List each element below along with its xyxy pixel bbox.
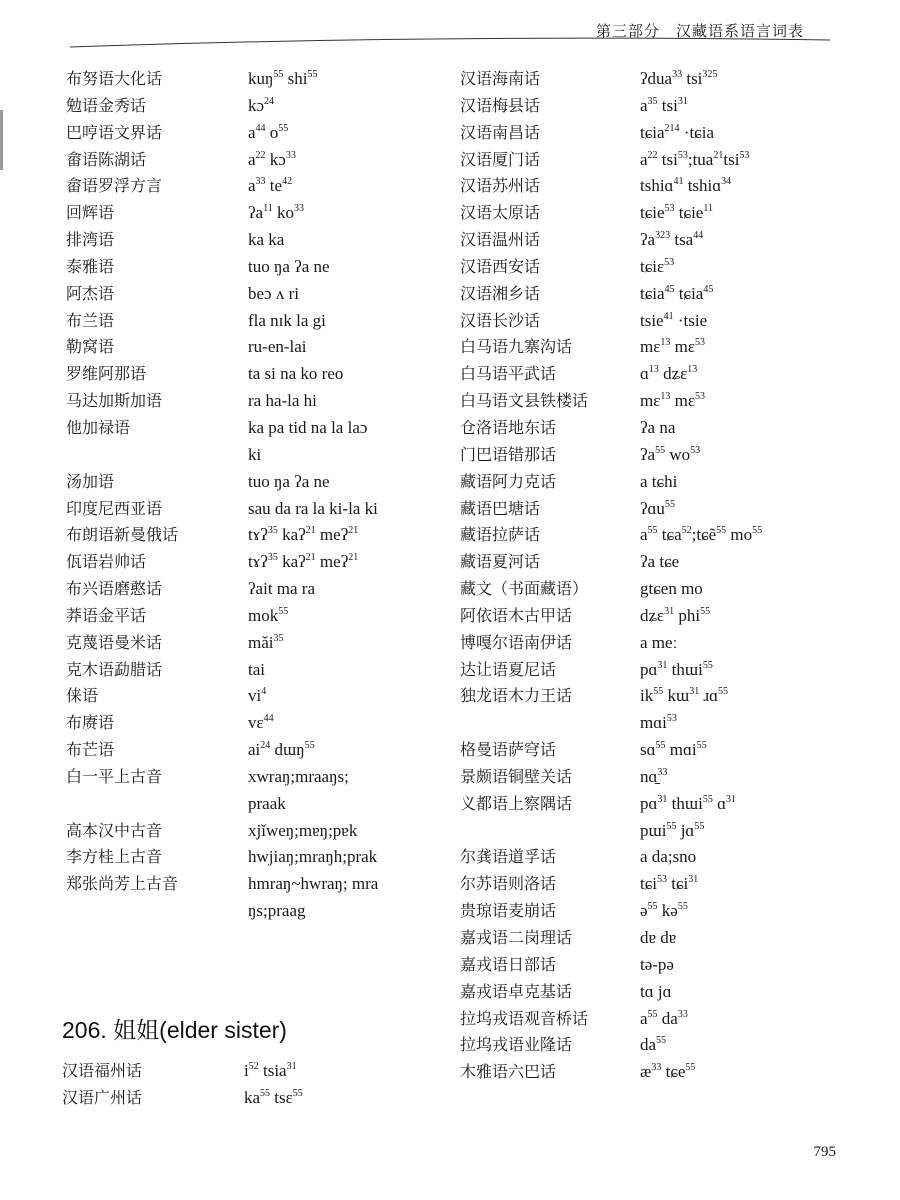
pronunciation: sɑ$^{55}$ mɑi$^{55}$ — [640, 740, 707, 760]
pronunciation: mok$^{55}$ — [248, 605, 289, 625]
language-name: 白一平上古音 — [66, 766, 163, 786]
pronunciation: tɕia$^{45}$ tɕia$^{45}$ — [640, 283, 714, 303]
pronunciation: kuŋ$^{55}$ shi$^{55}$ — [248, 69, 318, 88]
language-name: 藏语夏河话 — [460, 552, 541, 572]
language-name: 布兴语磨憨话 — [66, 579, 163, 599]
pronunciation: tɕi$^{53}$ tɕi$^{31}$ — [640, 874, 699, 894]
language-name: 布兰语 — [66, 310, 115, 330]
pronunciation: tɕie$^{53}$ tɕie$^{11}$ — [640, 203, 713, 223]
pronunciation: a tɕhi — [640, 471, 678, 491]
language-name: 白马语文县铁楼话 — [460, 391, 589, 411]
language-name: 高本汉中古音 — [66, 820, 163, 840]
pronunciation: a meː — [640, 632, 678, 652]
language-name: 马达加斯加语 — [66, 391, 163, 411]
pronunciation: ɑ$^{13}$ dʑɛ$^{13}$ — [640, 364, 698, 384]
language-name: 郑张尚芳上古音 — [66, 874, 179, 894]
language-name: 景颇语铜壁关话 — [460, 766, 573, 786]
language-name: 畲语罗浮方言 — [66, 176, 163, 196]
pronunciation: tə-pə — [640, 954, 674, 974]
pronunciation: tɤʔ$^{35}$ kaʔ$^{21}$ meʔ$^{21}$ — [248, 525, 359, 545]
pronunciation: nɑ̱$^{33}$ — [640, 766, 668, 786]
pronunciation: ru-en-lai — [248, 337, 307, 357]
language-name: 汉语苏州话 — [460, 176, 541, 196]
pronunciation: ta si na ko reo — [248, 364, 344, 384]
pronunciation: tsie$^{41}$ ·tsie — [640, 310, 708, 330]
language-name: 汉语厦门话 — [460, 149, 541, 169]
language-name: 义都语上察隅话 — [460, 793, 573, 813]
language-name: 汉语海南话 — [460, 69, 541, 88]
pronunciation: dɐ dɐ — [640, 928, 677, 947]
pronunciation: gtɕen mo — [640, 579, 703, 599]
language-name: 克木语勐腊话 — [66, 659, 163, 679]
language-name: 拉坞戎语业隆话 — [460, 1035, 573, 1055]
pronunciation: xwraŋ;mraaŋs; — [248, 766, 349, 786]
pronunciation: kɔ$^{24}$ — [248, 95, 275, 115]
language-name: 格曼语萨穹话 — [460, 740, 557, 760]
pronunciation: $a^{44}$ $o^{55}$ — [248, 122, 289, 142]
language-name: 佤语岩帅话 — [66, 552, 147, 572]
pronunciation: ʔa$^{323}$ tsa$^{44}$ — [640, 230, 704, 250]
pronunciation: fla nɪk la gi — [248, 310, 326, 330]
language-name: 汉语南昌话 — [460, 122, 541, 142]
language-name: 排湾语 — [66, 230, 115, 250]
language-name: 回辉语 — [66, 203, 115, 223]
pronunciation: ŋs;praag — [248, 901, 306, 921]
language-name: 木雅语六巴话 — [460, 1062, 557, 1082]
language-name: 克蔑语曼米话 — [66, 632, 163, 652]
pronunciation: tɑ jɑ — [640, 981, 672, 1001]
language-name: 仓洛语地东话 — [460, 417, 557, 437]
language-name: 白马语平武话 — [460, 364, 557, 384]
pronunciation: ʔa na — [640, 417, 676, 437]
language-name: 尔龚语道孚话 — [460, 847, 557, 867]
pronunciation: $ai^{24}$ dɯŋ$^{55}$ — [248, 740, 315, 760]
language-name: 汉语湘乡话 — [460, 283, 541, 303]
language-name: 汉语福州话 — [62, 1061, 143, 1080]
pronunciation: $ka^{55}$ tsɛ$^{55}$ — [244, 1087, 303, 1107]
language-name: 泰雅语 — [66, 256, 115, 276]
language-name: 布努语大化话 — [66, 69, 163, 88]
pronunciation: hmraŋ~hwraŋ; mra — [248, 874, 379, 894]
language-name: 藏文（书面藏语） — [460, 579, 589, 599]
pronunciation: ʔɑu$^{55}$ — [640, 498, 675, 518]
pronunciation: $i^{52}$ tsia$^{31}$ — [244, 1061, 297, 1080]
language-name: 嘉戎语卓克基话 — [460, 981, 573, 1001]
language-name: 阿依语木古甲话 — [460, 605, 573, 625]
language-name: 汉语长沙话 — [460, 310, 541, 330]
pronunciation: ki — [248, 444, 262, 464]
pronunciation: mɑi$^{53}$ — [640, 713, 677, 733]
page-number: 795 — [813, 1144, 836, 1160]
language-name: 畲语陈湖话 — [66, 149, 147, 169]
pronunciation: ka pa tid na la laɔ — [248, 417, 368, 437]
language-name: 嘉戎语日部话 — [460, 954, 557, 974]
pronunciation: pɑ$^{31}$ thɯi$^{55}$ — [640, 659, 713, 679]
language-name: 尔苏语则洛话 — [460, 874, 557, 894]
language-name: 白马语九寨沟话 — [460, 337, 573, 357]
language-name: 李方桂上古音 — [66, 847, 163, 867]
pronunciation: ʔdua$^{33}$ tsi$^{325}$ — [640, 69, 718, 88]
language-name: 布朗语新曼俄话 — [66, 525, 179, 545]
language-name: 俫语 — [66, 686, 99, 706]
language-name: 博嘎尔语南伊话 — [460, 632, 573, 652]
pronunciation: tshiɑ$^{41}$ tshiɑ$^{34}$ — [640, 176, 732, 196]
pronunciation: tuo ŋa ʔa ne — [248, 256, 330, 276]
language-name: 藏语巴塘话 — [460, 498, 541, 518]
pronunciation: tɤʔ$^{35}$ kaʔ$^{21}$ meʔ$^{21}$ — [248, 552, 359, 572]
language-name: 印度尼西亚语 — [66, 498, 163, 518]
pronunciation: $da^{55}$ — [640, 1035, 667, 1055]
pronunciation: mɛ$^{13}$ mɛ$^{53}$ — [640, 391, 705, 411]
pronunciation: mǎi$^{35}$ — [248, 632, 284, 652]
language-name: 拉坞戎语观音桥话 — [460, 1008, 589, 1028]
pronunciation: ʔa$^{11}$ $ko^{33}$ — [248, 203, 304, 223]
pronunciation: tuo ŋa ʔa ne — [248, 471, 330, 491]
pronunciation: vɛ$^{44}$ — [248, 713, 274, 733]
pronunciation: $vi^4$ — [248, 686, 267, 706]
pronunciation: ra ha-la hi — [248, 391, 317, 411]
binding-shadow — [0, 110, 3, 170]
language-name: 汉语西安话 — [460, 256, 541, 276]
language-name: 汉语太原话 — [460, 203, 541, 223]
running-header-title: 第三部分 汉藏语系语言词表 — [595, 22, 804, 40]
page-header — [0, 0, 900, 44]
language-name: 独龙语木力王话 — [460, 686, 573, 706]
language-name: 汉语梅县话 — [460, 95, 541, 115]
language-name: 汉语广州话 — [62, 1087, 143, 1107]
section-heading: 206. 姐姐(elder sister) — [62, 1017, 287, 1043]
pronunciation: $a^{55}$ tɕa$^{52}$;tɕẽ$^{55}$ $mo^{55}$ — [640, 525, 763, 545]
language-name: 布赓语 — [66, 713, 115, 733]
pronunciation: pɯi$^{55}$ jɑ$^{55}$ — [640, 820, 705, 840]
language-name: 汤加语 — [66, 471, 115, 491]
pronunciation: a da;sno — [640, 847, 697, 867]
pronunciation: $a^{22}$ kɔ$^{33}$ — [248, 149, 296, 169]
pronunciation: tɕia$^{214}$ ·tɕia — [640, 122, 714, 142]
pronunciation: tɕiɛ$^{53}$ — [640, 256, 675, 276]
pronunciation: praak — [248, 793, 286, 813]
pronunciation: $ik^{55}$ kɯ$^{31}$ ɹɑ$^{55}$ — [640, 686, 729, 706]
language-name: 阿杰语 — [66, 283, 115, 303]
language-name: 贵琼语麦崩话 — [460, 901, 557, 921]
pronunciation: $a^{55}$ $da^{33}$ — [640, 1008, 688, 1028]
pronunciation: beɔ ʌ ri — [248, 283, 299, 303]
language-name: 门巴语错那话 — [460, 444, 557, 464]
pronunciation: tai — [248, 659, 265, 679]
language-name: 勒窝语 — [66, 337, 115, 357]
language-name: 嘉戎语二岗理话 — [460, 928, 573, 947]
language-name: 罗维阿那语 — [66, 364, 147, 384]
language-name: 莽语金平话 — [66, 605, 147, 625]
pronunciation: $a^{33}$ $te^{42}$ — [248, 176, 293, 196]
pronunciation: ə$^{55}$ kə$^{55}$ — [640, 901, 688, 921]
pronunciation: $a^{35}$ tsi$^{31}$ — [640, 95, 688, 115]
pronunciation: ʔait ma ra — [248, 579, 316, 599]
pronunciation: mɛ$^{13}$ mɛ$^{53}$ — [640, 337, 705, 357]
language-name: 巴哼语文界话 — [66, 122, 163, 142]
pronunciation: ka ka — [248, 230, 285, 250]
pronunciation: hwjiaŋ;mraŋh;prak — [248, 847, 378, 867]
language-name: 勉语金秀话 — [66, 95, 147, 115]
pronunciation: ʔa tɕe — [640, 552, 680, 572]
pronunciation: sau da ra la ki-la ki — [248, 498, 378, 518]
language-name: 布芒语 — [66, 740, 115, 760]
pronunciation: xjǐweŋ;mɐŋ;pɐk — [248, 820, 358, 840]
pronunciation: $æ^{33}$ tɕe$^{55}$ — [640, 1062, 696, 1082]
language-name: 藏语拉萨话 — [460, 525, 541, 545]
pronunciation: ʔa$^{55}$ $wo^{53}$ — [640, 444, 701, 464]
language-name: 汉语温州话 — [460, 230, 541, 250]
pronunciation: $a^{22}$ tsi$^{53}$;tua$^{21}$tsi$^{53}$ — [640, 149, 750, 169]
pronunciation: dʑɛ$^{31}$ phi$^{55}$ — [640, 605, 711, 625]
language-name: 他加禄语 — [66, 417, 131, 437]
pronunciation: pɑ$^{31}$ thɯi$^{55}$ ɑ$^{31}$ — [640, 793, 736, 813]
language-name: 达让语夏尼话 — [460, 659, 557, 679]
language-name: 藏语阿力克话 — [460, 471, 557, 491]
